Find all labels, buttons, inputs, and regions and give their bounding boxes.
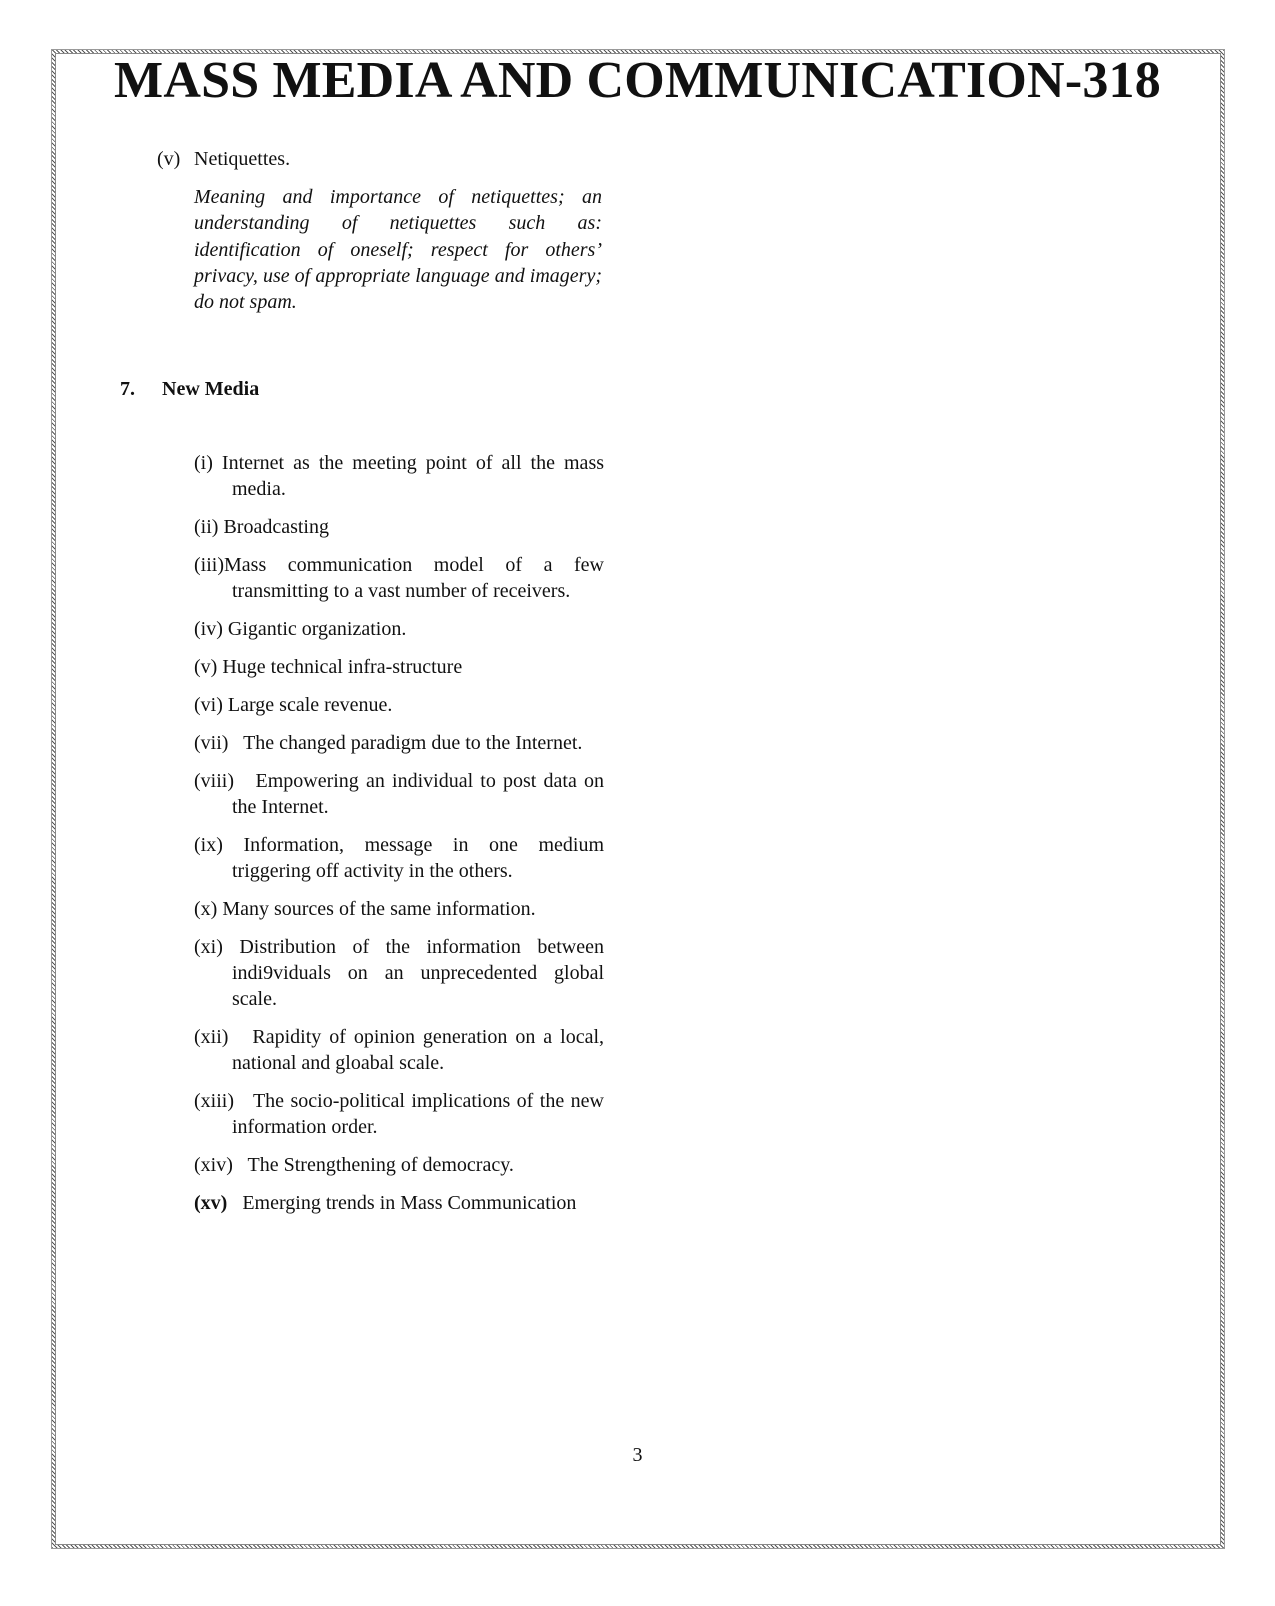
subitem-description: Meaning and importance of netiquettes; an understanding of netiquettes such as: identification of oneself; respect for others’ privacy, use of appropriate language and imagery; do not spam. <box>194 186 602 314</box>
list-item <box>194 730 604 756</box>
list-item-number: (i) <box>194 452 213 474</box>
page-title: MASS MEDIA AND COMMUNICATION-318 <box>114 52 1161 109</box>
page-number: 3 <box>632 1444 643 1466</box>
list-item-text: Mass communication model of a few transmitting to a vast number of receivers. <box>224 554 604 602</box>
list-item-text: Distribution of the information between indi9viduals on an unprecedented global scale. <box>232 936 605 1010</box>
list-item <box>194 832 604 884</box>
list-item-separator <box>223 936 239 958</box>
list-item-text: Gigantic organization. <box>227 618 407 640</box>
list-item-text: Many sources of the same information. <box>222 898 536 920</box>
list-item <box>194 514 604 540</box>
list-item <box>194 552 604 604</box>
list-item-number: (iv) <box>194 618 223 640</box>
list-item <box>194 616 604 642</box>
list-item <box>194 1024 604 1076</box>
list-item-separator <box>223 834 244 856</box>
subitem-number: (v) <box>157 148 181 170</box>
section-label: New Media <box>162 378 260 400</box>
list-item-text: Internet as the meeting point of all the mass media. <box>221 452 605 500</box>
list-item-number: (iii) <box>194 554 224 576</box>
list-item-number: (xv) <box>194 1192 228 1214</box>
subitem-label: Netiquettes. <box>194 148 291 170</box>
list-item-number: (xiv) <box>194 1154 233 1176</box>
list-item-separator <box>234 770 256 792</box>
list-item-text: Empowering an individual to post data on the Internet. <box>232 770 604 818</box>
list-item-number: (xii) <box>194 1026 229 1048</box>
list-item-text: Large scale revenue. <box>227 694 393 716</box>
list-item <box>194 1152 604 1178</box>
list-item-text: Information, message in one medium triggering off activity in the others. <box>232 834 605 882</box>
list-item-text: Broadcasting <box>223 516 329 538</box>
list-item <box>194 654 604 680</box>
list-item-text: The changed paradigm due to the Internet. <box>243 732 583 754</box>
list-item-text: Emerging trends in Mass Communication <box>242 1192 577 1214</box>
list-item-number: (xiii) <box>194 1090 234 1112</box>
list-item-separator <box>228 732 243 754</box>
list-item-text: The Strengthening of democracy. <box>247 1154 514 1176</box>
list-item-number: (xi) <box>194 936 223 958</box>
list-item <box>194 768 604 820</box>
list-item <box>194 692 604 718</box>
list-item-number: (viii) <box>194 770 234 792</box>
list-item-separator <box>213 452 222 474</box>
list-item-text: Huge technical infra-structure <box>222 656 463 678</box>
list-item-number: (ii) <box>194 516 219 538</box>
list-item <box>194 934 604 1012</box>
list-item <box>194 1190 604 1216</box>
section-number: 7. <box>120 378 135 400</box>
topic-list <box>194 450 604 1228</box>
list-item-number: (vii) <box>194 732 229 754</box>
list-item-separator <box>227 1192 242 1214</box>
list-item-text: The socio-political implications of the new information order. <box>232 1090 604 1138</box>
list-item <box>194 1088 604 1140</box>
list-item-number: (vi) <box>194 694 223 716</box>
list-item <box>194 450 604 502</box>
list-item-number: (v) <box>194 656 218 678</box>
list-item-separator <box>228 1026 252 1048</box>
subitem-heading <box>157 148 290 171</box>
list-item-text: Rapidity of opinion generation on a local, national and gloabal scale. <box>232 1026 605 1074</box>
section-heading <box>120 378 259 401</box>
list-item-separator <box>233 1154 248 1176</box>
list-item-number: (ix) <box>194 834 223 856</box>
list-item-separator <box>234 1090 253 1112</box>
list-item-number: (x) <box>194 898 218 920</box>
list-item <box>194 896 604 922</box>
